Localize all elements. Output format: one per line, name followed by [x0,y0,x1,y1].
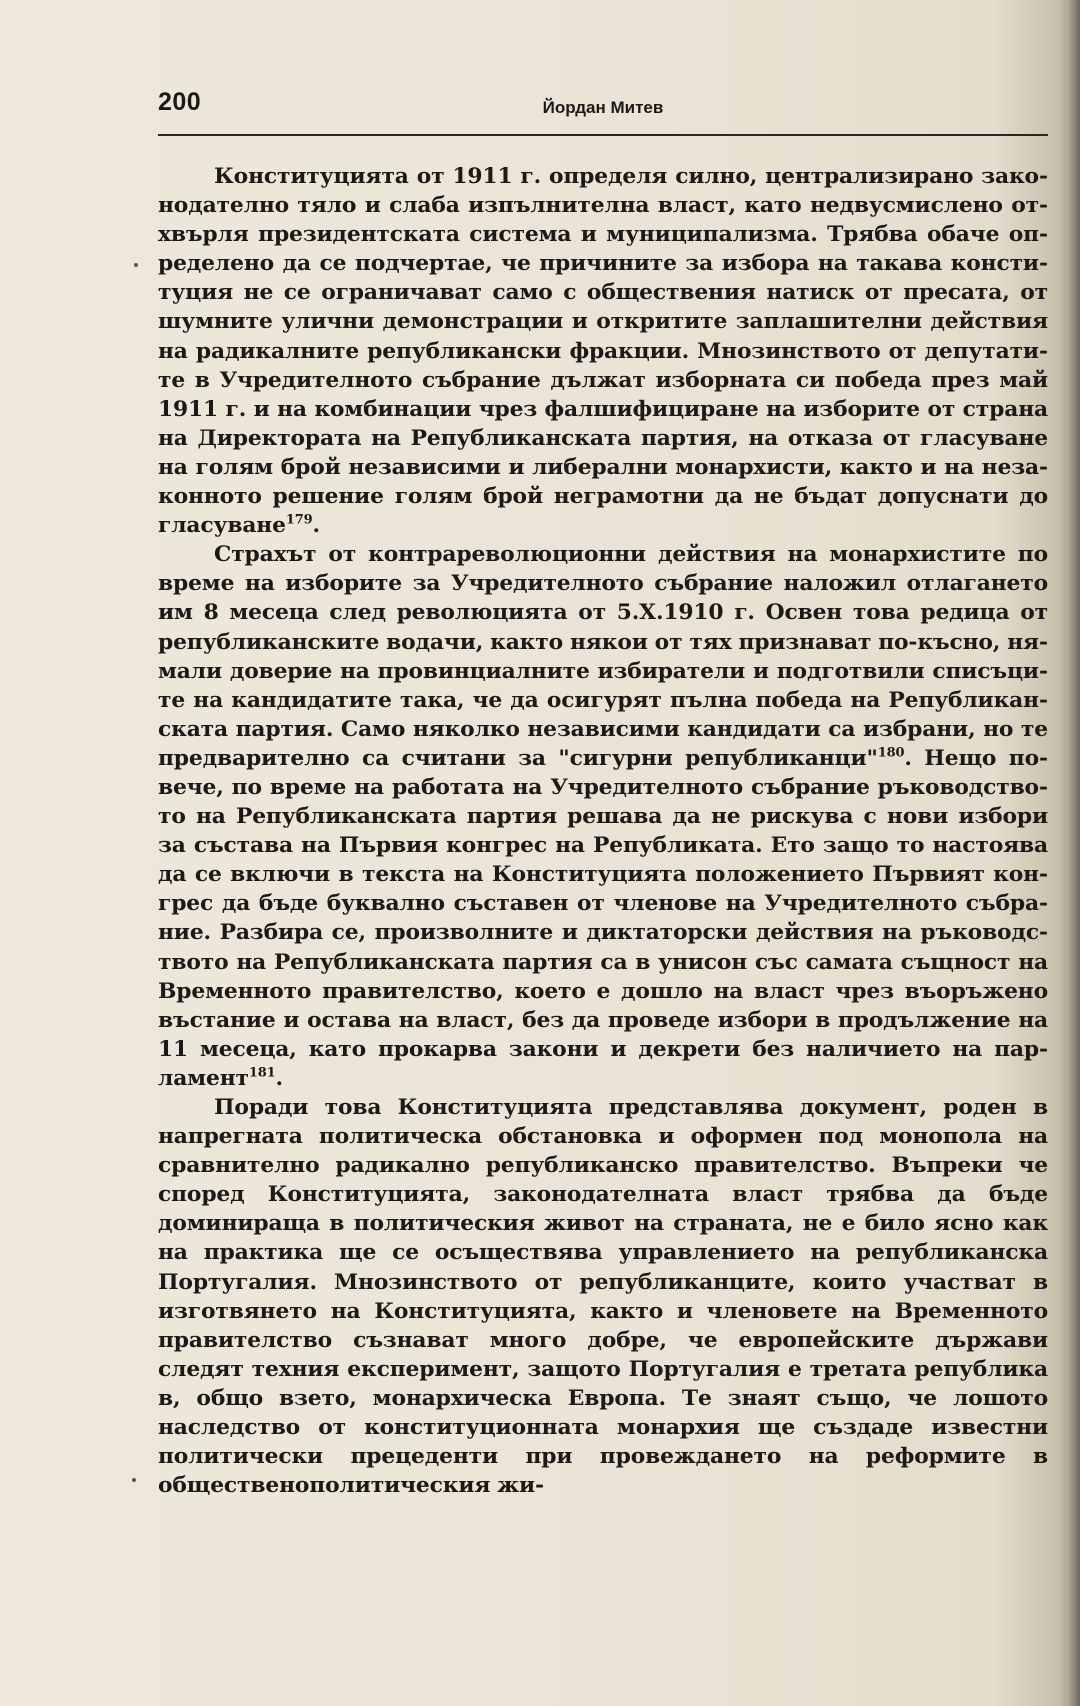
footnote-ref-179: 179 [285,512,313,528]
paragraph-1: Конституцията от 1911 г. определя силно, централизирано законодателно тяло и слаба изпълнителна власт, като недвусмислено отхвърля президентската система и муниципализма. Трябва обаче определено да се подчертае, че причините за избора на такава конституция не се ограничават само с обществения натиск от пресата, от шумните улични демонстрации и откритите заплашителни действия на радикалните републикански фракции. Мнозинството от депутатите в Учредителното събрание дължат изборната си победа през май 1911 г. и на комбинации чрез фалшифициране на изборите от страна на Директората на Републиканската партия, на отказа от гласуване на голям брой независими и либерални монархисти, както и на незаконното решение голям брой неграмотни да не бъдат допуснати до гласуване$^{179}$. [158,164,1048,539]
body-text [158,162,1048,1500]
footnote-ref-181: 181 [248,1065,276,1081]
running-head-author: Йордан Митев [542,98,664,117]
margin-mark [132,1478,136,1482]
paragraph-2: Страхът от контрареволюционни действия на монархистите по време на изборите за Учредителното събрание наложил отлагането им 8 месеца след революцията от 5.X.1910 г. Освен това редица от републиканските водачи, както някои от тях признават по-късно, нямали доверие на провинциалните избиратели и подготвили списъците на кандидатите така, че да осигурят пълна победа на Републиканската партия. Само няколко независими кандидати са избрани, но те предварително са считани за "сигурни републиканци"$^{180}$. Нещо повече, по време на работата на Учредителното събрание ръководството на Републиканската партия решава да не рискува с нови избори за състава на Първия конгрес на Републиката. Ето защо то настоява да се включи в текста на Конституцията положението Първият конгрес да бъде буквално съставен от членове на Учредителното събрание. Разбира се, произволните и диктаторски действия на ръководството на Републиканската партия са в унисон със самата същност на Временното правителство, което е дошло на власт чрез въоръжено въстание и остава на власт, без да проведе избори в продължение на 11 месеца, като прокарва закони и декрети без наличието на парламент$^{181}$. [158,542,1049,1091]
paragraph-3: Поради това Конституцията представлява документ, роден в напрегната политическа обстановка и оформен под монопола на сравнително радикално републиканско правителство. Въпреки че според Конституцията, законодателната власт трябва да бъде доминираща в политическия живот на страната, не е било ясно как на практика ще се осъществява управлението на републиканска Португалия. Мнозинството от републиканците, които участват в изготвянето на Конституцията, както и членовете на Временното правителство съзнават много добре, че европейските държави следят техния експеримент, защото Португалия е третата република в, общо взето, монархическа Европа. Те знаят също, че лошото наследство от конституционната монархия ще създаде известни политически прецеденти при провеждането на реформите в общественополитическия жи- [158,1095,1048,1499]
page-edge-shadow [1066,0,1080,1706]
footnote-ref-180: 180 [877,745,905,761]
header-rule [158,134,1048,136]
page-number: 200 [158,88,202,116]
margin-mark [134,263,138,267]
page-header [158,88,1048,132]
